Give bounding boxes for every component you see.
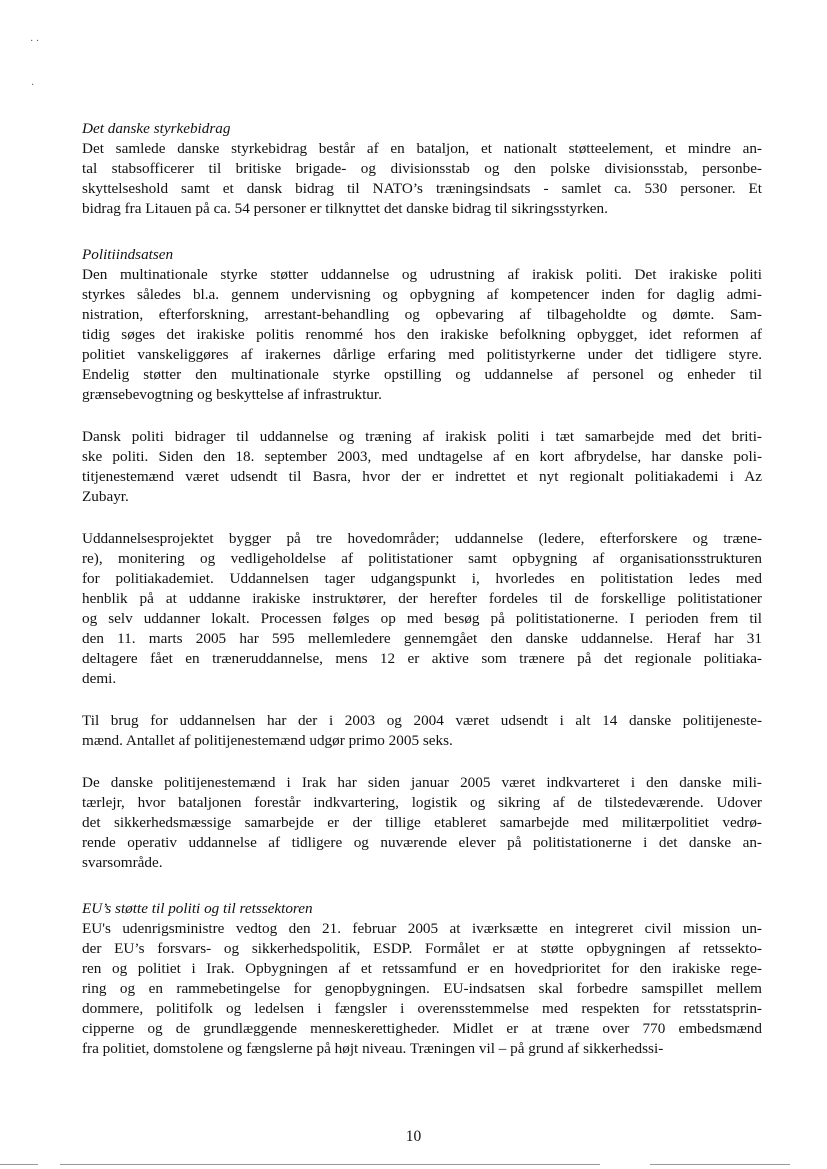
paragraph-line: svarsområde. — [82, 854, 163, 871]
paragraph-line: titjenestemænd været udsendt til Basra, hvor der er indrettet et nyt regionalt politiakademi i Az — [82, 468, 762, 485]
paragraph-line: Til brug for uddannelsen har der i 2003 og 2004 været udsendt i alt 14 danske politijeneste- — [82, 712, 762, 729]
paragraph-line: cipperne og de grundlæggende menneskerettigheder. Midlet er at træne over 770 embedsmænd — [82, 1020, 762, 1037]
paragraph-line: fra politiet, domstolene og fængslerne på højt niveau. Træningen vil – på grund af sikkerhedssi- — [82, 1040, 664, 1057]
paragraph-line: tidig søges det irakiske politis renommé hos den irakiske befolkning opbygget, idet reformen af — [82, 326, 762, 343]
paragraph-line: nistration, efterforskning, arrestant-behandling og opbevaring af tilbageholdte og dømte. Sam- — [82, 306, 762, 323]
paragraph-line: politiet vanskeliggøres af irakernes dårlige erfaring med politistyrkerne under det tidligere styre. — [82, 346, 762, 363]
footer-rule — [650, 1164, 790, 1165]
paragraph-line: Uddannelsesprojektet bygger på tre hovedområder; uddannelse (ledere, efterforskere og træne- — [82, 530, 762, 547]
paragraph-line: demi. — [82, 670, 117, 687]
paragraph-line: Zubayr. — [82, 488, 129, 505]
paragraph-line: det sikkerhedsmæssige samarbejde er der tillige etableret samarbejde med militærpolitiet vedrø- — [82, 814, 762, 831]
paragraph-line: bidrag fra Litauen på ca. 54 personer er tilknyttet det danske bidrag til sikringsstyrken. — [82, 200, 608, 217]
paragraph-line: henblik på at uddanne irakiske instruktører, der herefter fordeles til de forskellige politistationer — [82, 590, 762, 607]
paragraph-line: ring og en rammebetingelse for genopbygningen. EU-indsatsen skal forbedre samspillet mellem — [82, 980, 762, 997]
paragraph-line: og selv uddanner lokalt. Processen følges op med besøg på politistationerne. I perioden frem til — [82, 610, 762, 627]
footer-rule — [0, 1164, 38, 1165]
paragraph-line: rende operativ uddannelse af tidligere og nuværende elever på politistationerne i det danske an- — [82, 834, 762, 851]
section-heading: Det danske styrkebidrag — [82, 120, 231, 137]
paragraph-line: tærlejr, hvor bataljonen forestår indkvartering, logistik og sikring af de tilstedeværende. Udover — [82, 794, 762, 811]
paragraph-line: dommere, politifolk og ledelsen i fængsler i overensstemmelse med respekten for retsstatsprin- — [82, 1000, 762, 1017]
paragraph-line: Dansk politi bidrager til uddannelse og træning af irakisk politi i tæt samarbejde med det briti- — [82, 428, 762, 445]
paragraph-line: De danske politijenestemænd i Irak har siden januar 2005 været indkvarteret i den danske mili- — [82, 774, 762, 791]
paragraph-line: styrkes således bl.a. gennem undervisning og opbygning af kompetencer inden for daglig admi- — [82, 286, 762, 303]
paragraph-line: Den multinationale styrke støtter uddannelse og udrustning af irakisk politi. Det irakiske politi — [82, 266, 762, 283]
paragraph-line: EU's udenrigsministre vedtog den 21. februar 2005 at iværksætte en integreret civil mission un- — [82, 920, 762, 937]
paragraph-line: tal stabsofficerer til britiske brigade- og divisionsstab og den polske divisionsstab, personbe- — [82, 160, 762, 177]
scan-speck: · · — [30, 36, 40, 47]
paragraph-line: ren og politiet i Irak. Opbygningen af et retssamfund er en hovedprioritet for den irakiske rege- — [82, 960, 762, 977]
paragraph-line: for politiakademiet. Uddannelsen tager udgangspunkt i, hvorledes en politistation ledes med — [82, 570, 762, 587]
paragraph-line: re), monitering og vedligeholdelse af politistationer samt opbygning af organisationsstrukturen — [82, 550, 762, 567]
paragraph-line: deltagere fået en træneruddannelse, mens 12 er aktive som trænere på det regionale politiaka- — [82, 650, 762, 667]
scan-speck: · — [31, 80, 35, 91]
paragraph-line: der EU’s forsvars- og sikkerhedspolitik, ESDP. Formålet er at støtte opbygningen af retssekto- — [82, 940, 762, 957]
paragraph-line: skyttelseshold samt et dansk bidrag til NATO’s træningsindsats - samlet ca. 530 personer. Et — [82, 180, 762, 197]
paragraph-line: Det samlede danske styrkebidrag består af en bataljon, et nationalt støtteelement, et mindre an- — [82, 140, 762, 157]
section-heading: Politiindsatsen — [82, 246, 174, 263]
paragraph-line: mænd. Antallet af politijenestemænd udgør primo 2005 seks. — [82, 732, 453, 749]
page-number: 10 — [405, 1128, 422, 1145]
paragraph-line: den 11. marts 2005 har 595 mellemledere gennemgået den danske uddannelse. Heraf har 31 — [82, 630, 762, 647]
paragraph-line: ske politi. Siden den 18. september 2003, med undtagelse af en kort afbrydelse, har danske poli- — [82, 448, 762, 465]
section-heading: EU’s støtte til politi og til retssektoren — [82, 900, 313, 917]
footer-rule — [60, 1164, 600, 1165]
paragraph-line: Endelig støtter den multinationale styrke opstilling og uddannelse af personel og enheder til — [82, 366, 762, 383]
paragraph-line: grænsebevogtning og beskyttelse af infrastruktur. — [82, 386, 382, 403]
